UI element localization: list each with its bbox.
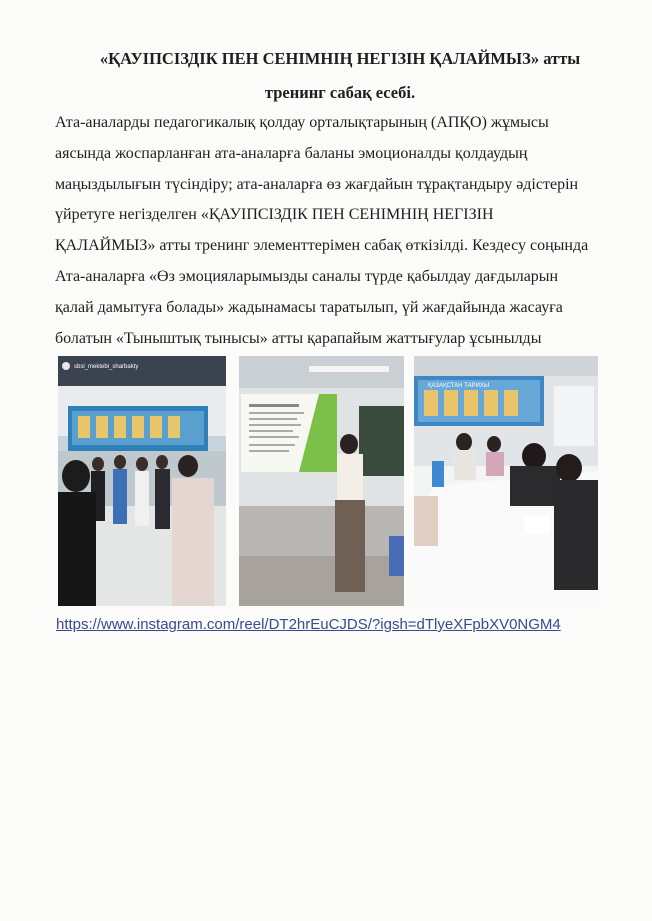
photo-gallery (58, 356, 598, 606)
paragraph-line: қалай дамытуға болады» жадынамасы таратылып, үй жағдайында жасауға (55, 298, 563, 316)
photo-parents-group (58, 356, 226, 606)
paragraph-line: үйретуге негізделген «ҚАУІПСІЗДІК ПЕН СЕНІМНІҢ НЕГІЗІН (55, 206, 494, 224)
photo-banner-text: ҚАЗАҚСТАН ТАРИХЫ (428, 383, 490, 389)
photo-overlay-text: sbsl_mektebi_sharbakty (74, 364, 139, 370)
document-title (40, 42, 640, 110)
title-line-1: «ҚАУІПСІЗДІК ПЕН СЕНІМНІҢ НЕГІЗІН ҚАЛАЙМЫЗ» атты (99, 49, 581, 68)
paragraph-line: болатын «Тыныштық тынысы» атты қарапайым жаттығулар ұсынылды (55, 329, 542, 347)
paragraph-line: ҚАЛАЙМЫЗ» атты тренинг элементтерімен сабақ өткізілді. Кездесу соңында (55, 237, 589, 255)
title-line-2: тренинг сабақ есебі. (264, 83, 416, 102)
photo-workshop (414, 356, 598, 606)
photo-presenter (239, 356, 404, 606)
paragraph-line: Ата-аналарды педагогикалық қолдау орталықтарының (АПҚО) жұмысы (55, 114, 549, 131)
paragraph-line: Ата-аналарға «Өз эмоцияларымызды саналы түрде қабылдау дағдыларын (55, 267, 559, 285)
instagram-link[interactable]: https://www.instagram.com/reel/DT2hrEuCJDS/?igsh=dTlyeXFpbXV0NGM4 (56, 616, 561, 633)
paragraph-line: аясында жоспарланған ата-аналарға баланы эмоционалды қолдаудың (55, 144, 528, 162)
report-paragraph (55, 108, 645, 354)
paragraph-line: маңыздылығын түсіндіру; ата-аналарға өз жағдайын тұрақтандыру әдістерін (55, 175, 579, 193)
